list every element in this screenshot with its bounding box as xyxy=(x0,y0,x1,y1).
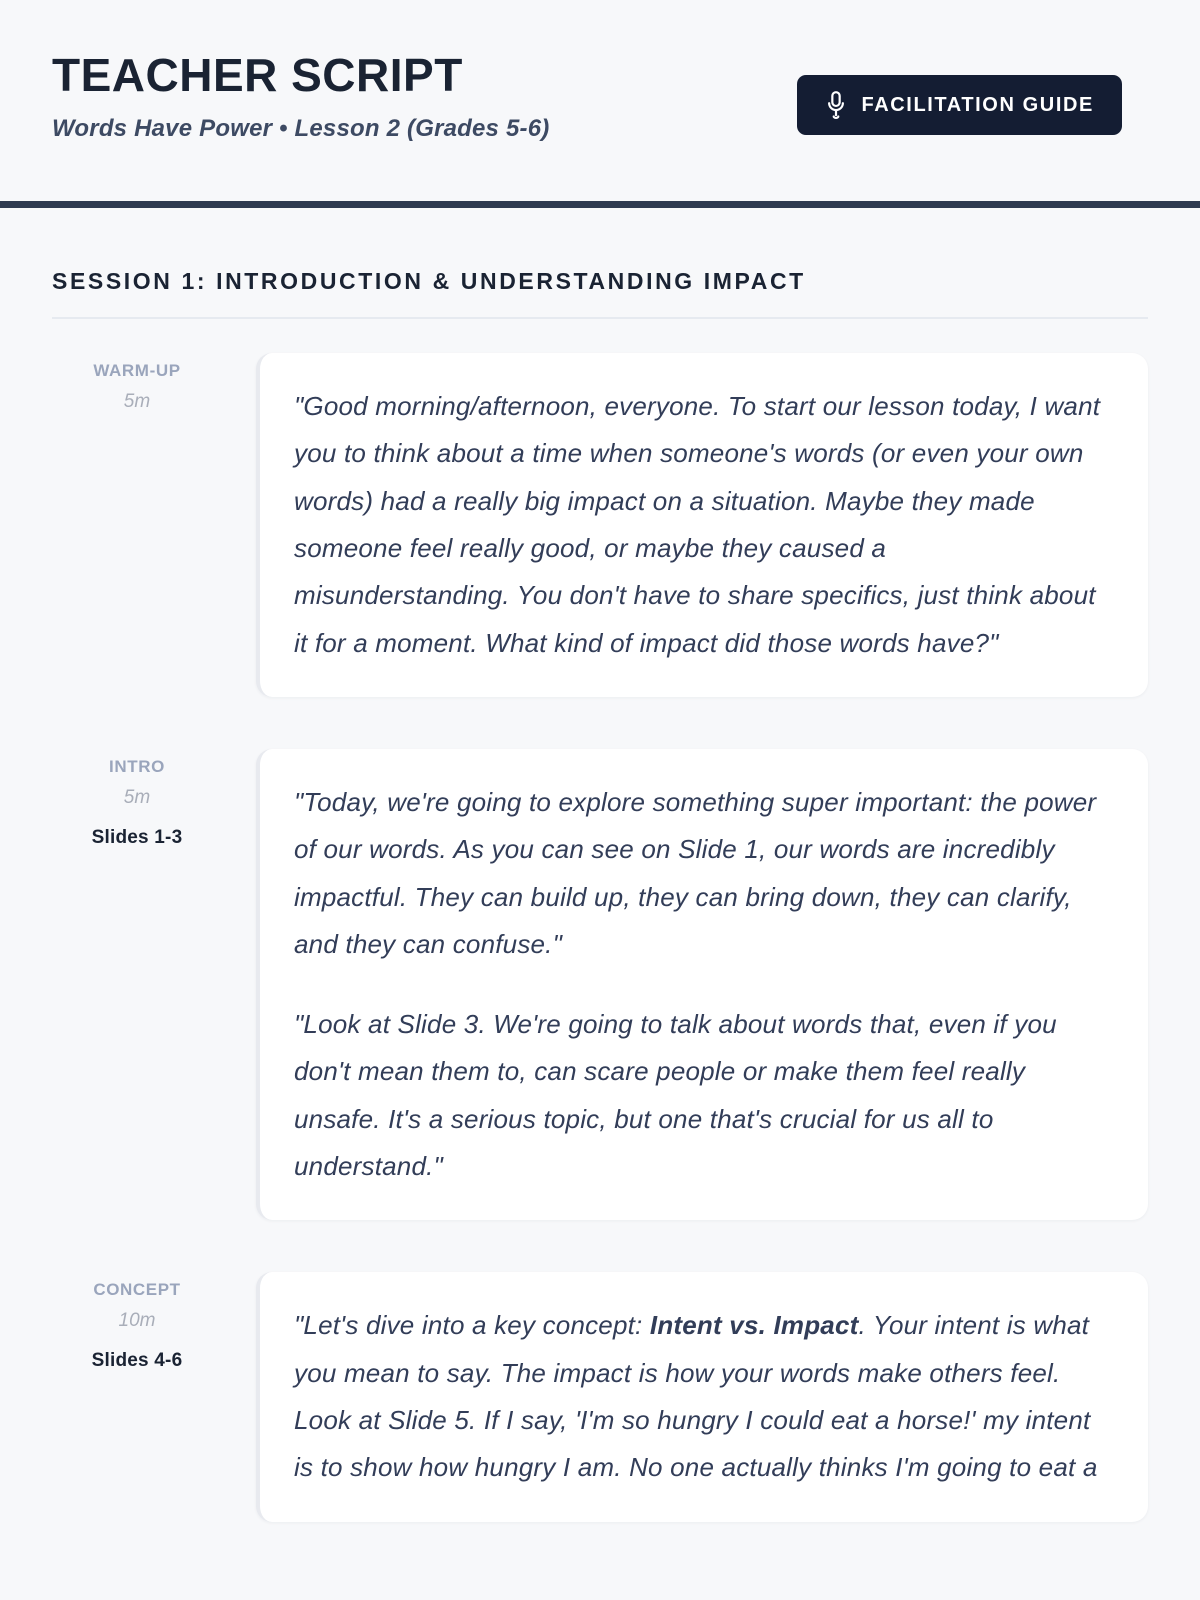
slides-reference: Slides 1-3 xyxy=(91,826,183,848)
script-card xyxy=(256,749,1148,1221)
main-content xyxy=(0,268,1200,1522)
script-paragraph: "Good morning/afternoon, everyone. To start our lesson today, I want you to think about a time when someone's words (or even your own words) had a really big impact on a situation. Maybe they made someone feel really good, or maybe they caused a misunderstanding. You don't have to share specifics, just think about it for a moment. What kind of impact did those words have?" xyxy=(294,391,1101,658)
phase-label: WARM-UP xyxy=(93,361,181,380)
block-meta xyxy=(52,353,222,697)
script-paragraph: "Look at Slide 3. We're going to talk about words that, even if you don't mean them to, can scare people or make them feel really unsafe. It's a serious topic, but one that's crucial for us all to understand." xyxy=(294,1009,1057,1182)
script-block-concept xyxy=(52,1272,1148,1521)
page-title: TEACHER SCRIPT xyxy=(52,49,463,101)
script-paragraph xyxy=(294,1302,1106,1491)
script-text-pre: "Let's dive into a key concept: xyxy=(294,1310,650,1341)
session-divider xyxy=(52,317,1148,319)
script-block-warmup xyxy=(52,353,1148,697)
script-text-bold: Intent vs. Impact xyxy=(649,1310,859,1341)
page-subtitle: Words Have Power • Lesson 2 (Grades 5-6) xyxy=(52,115,550,142)
script-text-post: . Your intent is what you mean to say. The impact is how your words make others feel. Look at Slide 5. If I say, 'I'm so hungry I could eat a horse!' my intent is to show how hungry I am. No one actually thinks I'm going to eat a xyxy=(294,1310,1098,1483)
script-card xyxy=(256,1272,1148,1521)
header xyxy=(0,0,1200,143)
session-heading: SESSION 1: INTRODUCTION & UNDERSTANDING IMPACT xyxy=(52,268,806,294)
block-meta xyxy=(52,1272,222,1521)
phase-label: CONCEPT xyxy=(93,1280,181,1300)
header-divider xyxy=(0,201,1200,208)
microphone-icon xyxy=(825,90,847,120)
phase-label: INTRO xyxy=(109,756,165,776)
script-card xyxy=(256,353,1148,697)
phase-duration: 5m xyxy=(123,391,151,412)
script-paragraph: "Today, we're going to explore something super important: the power of our words. As you can see on Slide 1, our words are incredibly impactful. They can build up, they can bring down, they can clarify, and they can confuse." xyxy=(294,786,1097,959)
slides-reference: Slides 4-6 xyxy=(91,1350,183,1372)
script-block-intro xyxy=(52,749,1148,1221)
block-meta xyxy=(52,749,222,1221)
phase-duration: 5m xyxy=(123,786,151,808)
facilitation-guide-button[interactable] xyxy=(797,75,1123,135)
facilitation-guide-label: FACILITATION GUIDE xyxy=(861,93,1094,116)
phase-duration: 10m xyxy=(118,1310,156,1332)
